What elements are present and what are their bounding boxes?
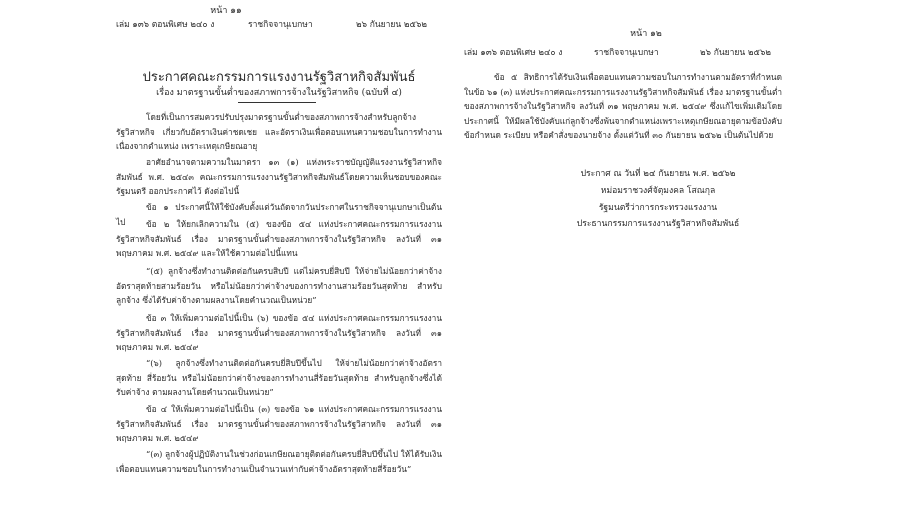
clause-2-text: “(๕) ลูกจ้างซึ่งทำงานติดต่อกันครบสิบปี แต่ไม่ครบยี่สิบปี ให้จ่ายไม่น้อยกว่าค่าจ้าง อัตราสุดท้ายสามร้อยวัน หรือไม่น้อยกว่าค่าจ้างของการทำงานสามร้อยวันสุดท้าย สำหรับลูกจ้าง ซึ่งได้รับค่าจ้างตามผลงานโดยคำนวณเป็นหน่วย” — [116, 266, 442, 306]
signatory-name: หม่อมราชวงศ์จัตุมงคล โสณกุล — [600, 186, 716, 196]
clause-1: ข้อ ๑ ประกาศนี้ให้ใช้บังคับตั้งแต่วันถัดจากวันประกาศในราชกิจจานุเบกษาเป็นต้นไป — [116, 202, 442, 227]
header-volume: เล่ม ๑๓๖ ตอนพิเศษ ๒๔๐ ง — [464, 48, 563, 58]
clause-5: ข้อ ๕ สิทธิการได้รับเงินเพื่อตอบแทนความชอบในการทำงานตามอัตราที่กำหนด ในข้อ ๖๑ (๓) แห่งประกาศคณะกรรมการแรงงานรัฐวิสาหกิจสัมพันธ์ เรื่อง มาตรฐานขั้นต่ำ ของสภาพการจ้างในรัฐวิสาหกิจ ลงวันที่ ๓๑ พฤษภาคม พ.ศ. ๒๕๔๙ ซึ่งแก้ไขเพิ่มเติมโดยประกาศนี้ ให้มีผลใช้บังคับแก่ลูกจ้างซึ่งพ้นจากตำแหน่งเพราะเหตุเกษียณอายุตามข้อบังคับ ข้อกำหนด ระเบียบ หรือคำสั่งของนายจ้าง ตั้งแต่วันที่ ๓๐ กันยายน ๒๕๖๒ เป็นต้นไปด้วย — [464, 72, 782, 141]
authority-paragraph: อาศัยอำนาจตามความในมาตรา ๑๓ (๑) แห่งพระราชบัญญัติแรงงานรัฐวิสาหกิจสัมพันธ์ พ.ศ. ๒๕๔๓ คณะกรรมการแรงงานรัฐวิสาหกิจสัมพันธ์โดยความเห็นชอบของคณะรัฐมนตรี ออกประกาศไว้ ดังต่อไปนี้ — [116, 157, 442, 197]
clause-3: ข้อ ๓ ให้เพิ่มความต่อไปนี้เป็น (๖) ของข้อ ๕๔ แห่งประกาศคณะกรรมการแรงงาน รัฐวิสาหกิจสัมพันธ์ เรื่อง มาตรฐานขั้นต่ำของสภาพการจ้างในรัฐวิสาหกิจ ลงวันที่ ๓๑ พฤษภาคม พ.ศ. ๒๕๔๙ — [116, 313, 442, 353]
announcement-subtitle: เรื่อง มาตรฐานขั้นต่ำของสภาพการจ้างในรัฐวิสาหกิจ (ฉบับที่ ๔) — [156, 88, 402, 98]
page-number: หน้า ๑๒ — [630, 29, 662, 39]
preamble-paragraph: โดยที่เป็นการสมควรปรับปรุงมาตรฐานขั้นต่ำของสภาพการจ้างสำหรับลูกจ้างรัฐวิสาหกิจ เกี่ยวกับอัตราเงินค่าชดเชย และอัตราเงินเพื่อตอบแทนความชอบในการทำงานเนื่องจากตำแหน่ง เพราะเหตุเกษียณอายุ — [116, 112, 442, 152]
header-volume: เล่ม ๑๓๖ ตอนพิเศษ ๒๔๐ ง — [116, 20, 215, 30]
page-number: หน้า ๑๑ — [210, 6, 242, 16]
title-divider — [238, 102, 316, 103]
clause-4-text: “(๓) ลูกจ้างผู้ปฏิบัติงานในช่วงก่อนเกษียณอายุติดต่อกันครบยี่สิบปีขึ้นไป ให้ได้รับเงิน เพื่อตอบแทนความชอบในการทำงานเป็นจำนวนเท่ากับค่าจ้างอัตราสุดท้ายสี่ร้อยวัน” — [116, 449, 442, 474]
signature-date: ประกาศ ณ วันที่ ๒๔ กันยายน พ.ศ. ๒๕๖๒ — [580, 169, 736, 179]
signatory-position: รัฐมนตรีว่าการกระทรวงแรงงาน — [598, 203, 718, 213]
announcement-title: ประกาศคณะกรรมการแรงงานรัฐวิสาหกิจสัมพันธ์ — [142, 70, 416, 85]
clause-2: ข้อ ๒ ให้ยกเลิกความใน (๕) ของข้อ ๕๔ แห่งประกาศคณะกรรมการแรงงาน รัฐวิสาหกิจสัมพันธ์ เรื่อง มาตรฐานขั้นต่ำของสภาพการจ้างในรัฐวิสาหกิจ ลงวันที่ ๓๑ พฤษภาคม พ.ศ. ๒๕๔๙ และให้ใช้ความต่อไปนี้แทน — [116, 219, 442, 259]
header-date: ๒๖ กันยายน ๒๕๖๒ — [700, 48, 771, 58]
header-gazette: ราชกิจจานุเบกษา — [248, 20, 313, 30]
clause-3-text: “(๖) ลูกจ้างซึ่งทำงานติดต่อกันครบยี่สิบปีขึ้นไป ให้จ่ายไม่น้อยกว่าค่าจ้างอัตราสุดท้าย สี่ร้อยวัน หรือไม่น้อยกว่าค่าจ้างของการทำงานสี่ร้อยวันสุดท้าย สำหรับลูกจ้างซึ่งได้รับค่าจ้าง ตามผลงานโดยคำนวณเป็นหน่วย” — [116, 358, 442, 398]
signatory-role: ประธานกรรมการแรงงานรัฐวิสาหกิจสัมพันธ์ — [576, 219, 740, 229]
header-date: ๒๖ กันยายน ๒๕๖๒ — [356, 20, 427, 30]
clause-4: ข้อ ๔ ให้เพิ่มความต่อไปนี้เป็น (๓) ของข้อ ๖๑ แห่งประกาศคณะกรรมการแรงงาน รัฐวิสาหกิจสัมพันธ์ เรื่อง มาตรฐานขั้นต่ำของสภาพการจ้างในรัฐวิสาหกิจ ลงวันที่ ๓๑ พฤษภาคม พ.ศ. ๒๕๔๙ — [116, 404, 442, 444]
right-page — [452, 0, 900, 506]
header-gazette: ราชกิจจานุเบกษา — [594, 48, 659, 58]
